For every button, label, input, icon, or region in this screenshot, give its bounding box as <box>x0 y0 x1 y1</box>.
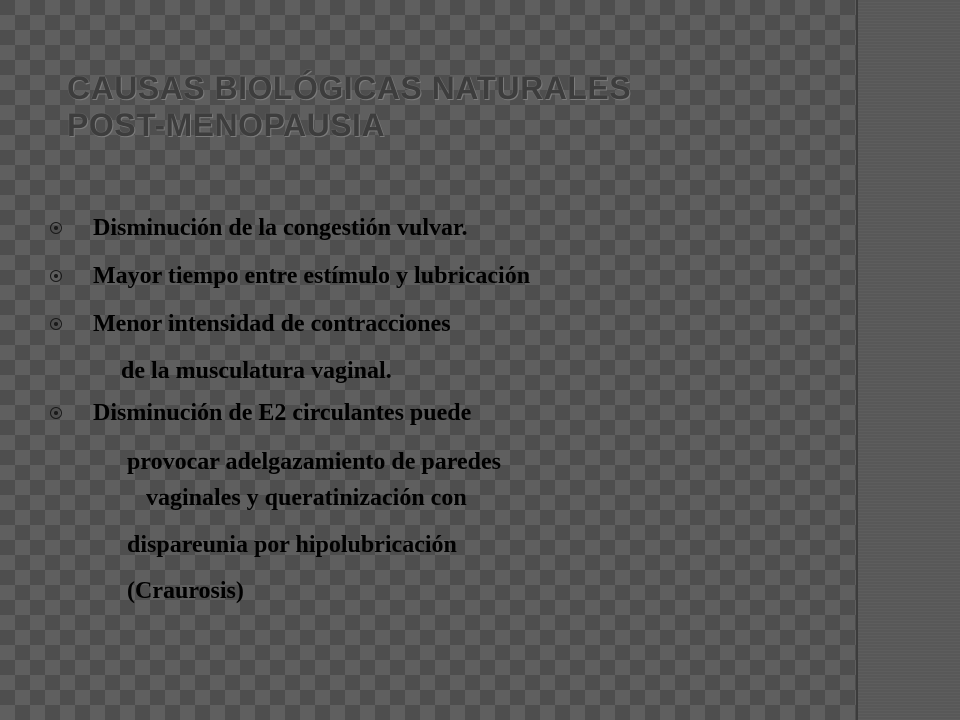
bullet-icon <box>50 222 62 234</box>
slide-title-line-2: POST-MENOPAUSIA <box>67 107 386 143</box>
bullet-3-line-1: Menor intensidad de contracciones <box>93 311 451 337</box>
bullet-3-line-2: de la musculatura vaginal. <box>121 358 392 384</box>
bullet-2-line-1: Mayor tiempo entre estímulo y lubricación <box>93 263 531 289</box>
bullet-icon <box>50 407 62 419</box>
side-panel <box>856 0 960 720</box>
bullet-4-line-4: dispareunia por hipolubricación <box>127 532 457 558</box>
bullet-4-line-3: vaginales y queratinización con <box>146 485 467 511</box>
bullet-icon <box>50 318 62 330</box>
bullet-icon <box>50 270 62 282</box>
slide-title-line-1: CAUSAS BIOLÓGICAS NATURALES <box>67 70 632 106</box>
side-panel-divider <box>856 0 858 720</box>
bullet-4-line-5: (Craurosis) <box>127 578 244 604</box>
bullet-1-line-1: Disminución de la congestión vulvar. <box>93 215 468 241</box>
bullet-4-line-2: provocar adelgazamiento de paredes <box>127 449 501 475</box>
bullet-4-line-1: Disminución de E2 circulantes puede <box>93 400 472 426</box>
